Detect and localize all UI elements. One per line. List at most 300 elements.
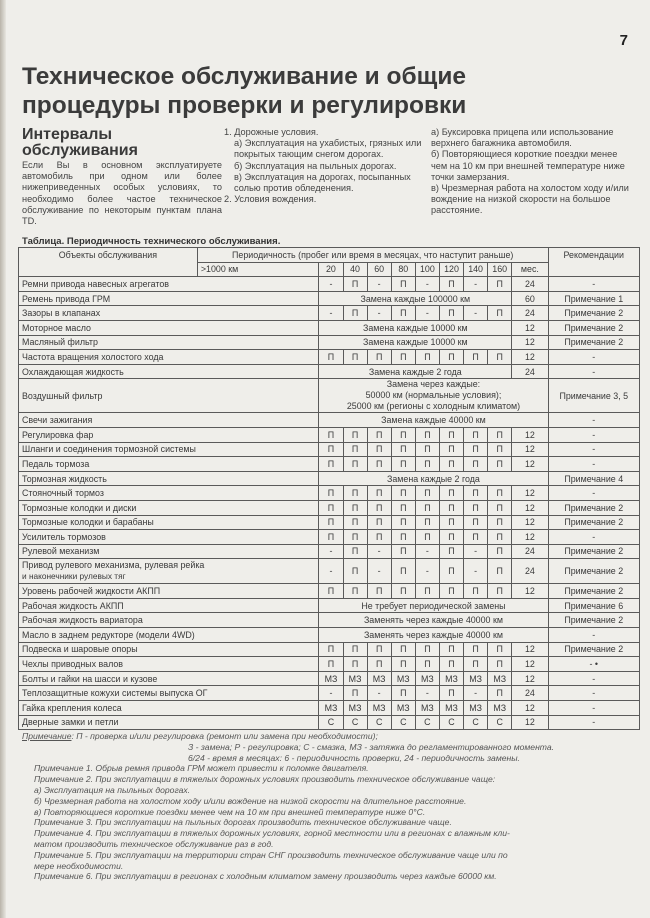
note-4-line-2: матом производить техническое обслуживание раз в год. <box>34 838 274 849</box>
section-heading-line-2: обслуживания <box>22 142 138 159</box>
interval-cell: - <box>464 306 488 321</box>
table-row <box>19 701 640 716</box>
table-row <box>19 657 640 672</box>
table-header-row <box>19 248 640 263</box>
interval-cell: П <box>367 486 391 501</box>
interval-span-cell <box>319 379 548 413</box>
interval-cell: П <box>464 442 488 457</box>
interval-cell: МЗ <box>464 701 488 716</box>
row-object-name: Чехлы приводных валов <box>19 657 319 672</box>
note-2a: а) Эксплуатация на пыльных дорогах. <box>34 784 191 795</box>
interval-cell: П <box>367 642 391 657</box>
table-row <box>19 320 640 335</box>
interval-cell: П <box>319 457 343 472</box>
legend-text-1: : П - проверка и/или регулировка (ремонт или замена при необходимости); <box>71 731 378 741</box>
interval-cell: П <box>391 559 415 584</box>
interval-cell: - <box>415 686 439 701</box>
interval-cell: П <box>343 457 367 472</box>
interval-cell: П <box>415 642 439 657</box>
interval-cell: П <box>439 584 463 599</box>
interval-cell: П <box>367 442 391 457</box>
interval-span-cell: Замена каждые 40000 км <box>319 413 548 428</box>
driving-conditions-column <box>431 127 631 217</box>
row-object-name: Ремень привода ГРМ <box>19 291 319 306</box>
recommendation-cell: - <box>548 442 639 457</box>
interval-cell: П <box>343 584 367 599</box>
interval-cell: МЗ <box>319 701 343 716</box>
table-row <box>19 486 640 501</box>
header-col-40: 40 <box>343 262 367 277</box>
months-cell: 12 <box>512 657 548 672</box>
interval-cell: П <box>319 657 343 672</box>
table-row <box>19 471 640 486</box>
interval-span-cell: Заменять через каждые 40000 км <box>319 613 548 628</box>
interval-cell: П <box>391 277 415 292</box>
condition-item-2: 2. Условия вождения. <box>224 194 317 205</box>
interval-cell: МЗ <box>439 701 463 716</box>
note-2c: в) Повторяющиеся короткие поездки менее чем на 10 км при внешней температуре ниже 0°С. <box>34 806 426 817</box>
interval-cell: - <box>464 544 488 559</box>
months-cell: 24 <box>512 686 548 701</box>
interval-cell: П <box>439 457 463 472</box>
interval-cell: П <box>319 442 343 457</box>
row-object-name-line-2: и наконечники рулевых тяг <box>22 571 126 582</box>
months-cell: 12 <box>512 642 548 657</box>
condition-item-1b: б) Эксплуатация на пыльных дорогах. <box>234 160 397 171</box>
interval-cell: П <box>391 350 415 365</box>
condition-item-2a: а) Буксировка прицепа или использование верхнего багажника автомобиля. <box>431 127 614 149</box>
interval-cell: П <box>464 350 488 365</box>
road-conditions-column <box>224 127 424 205</box>
interval-cell: П <box>488 277 512 292</box>
row-object-name: Усилитель тормозов <box>19 530 319 545</box>
interval-cell: П <box>415 427 439 442</box>
months-cell: 12 <box>512 530 548 545</box>
row-object-name: Воздушный фильтр <box>19 379 319 413</box>
row-object-name: Масло в заднем редукторе (модели 4WD) <box>19 628 319 643</box>
recommendation-cell: - <box>548 686 639 701</box>
row-object-name: Шланги и соединения тормозной системы <box>19 442 319 457</box>
months-cell: 12 <box>512 457 548 472</box>
interval-cell: МЗ <box>343 701 367 716</box>
interval-cell: П <box>343 657 367 672</box>
interval-cell: П <box>367 530 391 545</box>
note-1: Примечание 1. Обрыв ремня привода ГРМ может привести к поломке двигателя. <box>34 763 369 774</box>
row-object-name: Болты и гайки на шасси и кузове <box>19 671 319 686</box>
page-title <box>22 62 632 120</box>
interval-cell: - <box>415 306 439 321</box>
interval-cell: П <box>319 500 343 515</box>
row-object-name: Уровень рабочей жидкости АКПП <box>19 584 319 599</box>
interval-cell: МЗ <box>367 671 391 686</box>
recommendation-cell: Примечание 2 <box>548 306 639 321</box>
interval-cell: П <box>415 530 439 545</box>
table-row <box>19 457 640 472</box>
table-row <box>19 442 640 457</box>
months-cell: 12 <box>512 442 548 457</box>
interval-span-cell: Замена каждые 2 года <box>319 471 548 486</box>
interval-cell: П <box>319 486 343 501</box>
interval-cell: - <box>464 277 488 292</box>
interval-cell: П <box>343 427 367 442</box>
interval-cell: П <box>415 486 439 501</box>
months-cell: 12 <box>512 715 548 730</box>
table-row <box>19 335 640 350</box>
row-object-name: Тормозные колодки и диски <box>19 500 319 515</box>
recommendation-cell: Примечание 2 <box>548 500 639 515</box>
note-5-line-2: мере необходимости. <box>34 860 124 871</box>
interval-cell: С <box>391 715 415 730</box>
interval-cell: П <box>488 584 512 599</box>
recommendation-cell: Примечание 2 <box>548 335 639 350</box>
interval-cell: МЗ <box>439 671 463 686</box>
interval-cell: МЗ <box>343 671 367 686</box>
table-row <box>19 500 640 515</box>
interval-cell: П <box>319 427 343 442</box>
interval-cell: П <box>488 642 512 657</box>
interval-cell: - <box>464 686 488 701</box>
months-cell: 12 <box>512 500 548 515</box>
interval-cell: П <box>391 544 415 559</box>
months-cell: 12 <box>512 671 548 686</box>
interval-span-line: Замена через каждые: <box>386 379 481 390</box>
interval-cell: П <box>415 350 439 365</box>
interval-cell: П <box>391 686 415 701</box>
interval-cell: - <box>319 686 343 701</box>
row-object-name: Дверные замки и петли <box>19 715 319 730</box>
row-object-name: Рабочая жидкость АКПП <box>19 598 319 613</box>
months-cell: 12 <box>512 584 548 599</box>
months-cell: 24 <box>512 544 548 559</box>
section-heading-line-1: Интервалы <box>22 126 113 143</box>
interval-cell: П <box>367 500 391 515</box>
interval-cell: П <box>367 457 391 472</box>
table-row <box>19 584 640 599</box>
condition-item-2c: в) Чрезмерная работа на холостом ходу и/или вождение на низкой скорости на большое расстояние. <box>431 183 629 216</box>
interval-cell: П <box>391 457 415 472</box>
header-col-60: 60 <box>367 262 391 277</box>
interval-cell: П <box>391 642 415 657</box>
interval-cell: П <box>343 500 367 515</box>
row-object-name: Моторное масло <box>19 320 319 335</box>
header-col-140: 140 <box>464 262 488 277</box>
intro-text: Если Вы в основном эксплуатируете автомобиль при одном или более нижеприведенных особых условиях, то необходимо более частое техническое обслуживание по некоторым пунктам плана TD. <box>22 160 222 227</box>
interval-cell: П <box>464 500 488 515</box>
interval-span-cell: Не требует периодической замены <box>319 598 548 613</box>
interval-cell: П <box>391 427 415 442</box>
interval-cell: П <box>367 584 391 599</box>
condition-item-2b: б) Повторяющиеся короткие поездки менее чем на 10 км при внешней температуре ниже точки замерзания. <box>431 149 625 182</box>
interval-cell: П <box>391 306 415 321</box>
notes-block <box>22 731 637 882</box>
interval-cell: МЗ <box>415 701 439 716</box>
table-row <box>19 628 640 643</box>
interval-cell: П <box>464 486 488 501</box>
table-row <box>19 671 640 686</box>
interval-cell: П <box>464 530 488 545</box>
header-months: мес. <box>512 262 548 277</box>
interval-cell: С <box>367 715 391 730</box>
recommendation-cell: - <box>548 364 639 379</box>
row-object-name: Регулировка фар <box>19 427 319 442</box>
interval-cell: П <box>488 306 512 321</box>
months-cell: 12 <box>512 350 548 365</box>
table-row <box>19 613 640 628</box>
interval-cell: С <box>439 715 463 730</box>
header-col-120: 120 <box>439 262 463 277</box>
recommendation-cell: - <box>548 427 639 442</box>
interval-cell: МЗ <box>464 671 488 686</box>
interval-cell: П <box>343 486 367 501</box>
table-row <box>19 306 640 321</box>
interval-cell: П <box>488 427 512 442</box>
recommendation-cell: Примечание 1 <box>548 291 639 306</box>
interval-cell: П <box>439 530 463 545</box>
interval-cell: П <box>343 442 367 457</box>
interval-cell: - <box>319 559 343 584</box>
interval-cell: МЗ <box>488 701 512 716</box>
recommendation-cell: - <box>548 413 639 428</box>
interval-cell: П <box>488 686 512 701</box>
note-2: Примечание 2. При эксплуатации в тяжелых дорожных условиях производить техническое обслуживание чаще: <box>34 774 496 785</box>
months-cell: 12 <box>512 515 548 530</box>
header-col-20: 20 <box>319 262 343 277</box>
header-period: Периодичность (пробег или время в месяцах, что наступит раньше) <box>197 248 548 263</box>
recommendation-cell: Примечание 2 <box>548 613 639 628</box>
table-row <box>19 427 640 442</box>
interval-cell: П <box>319 642 343 657</box>
interval-cell: П <box>343 306 367 321</box>
interval-cell: П <box>464 584 488 599</box>
recommendation-cell: - <box>548 701 639 716</box>
interval-cell: П <box>439 559 463 584</box>
row-object-name: Гайка крепления колеса <box>19 701 319 716</box>
note-3: Примечание 3. При эксплуатации на пыльных дорогах производить техническое обслуживание чаще. <box>34 817 452 828</box>
interval-cell: П <box>343 559 367 584</box>
interval-cell: П <box>464 457 488 472</box>
interval-cell: П <box>319 515 343 530</box>
interval-cell: - <box>319 306 343 321</box>
table-row <box>19 515 640 530</box>
interval-cell: П <box>488 442 512 457</box>
recommendation-cell: Примечание 4 <box>548 471 639 486</box>
months-cell: 12 <box>512 320 548 335</box>
interval-cell: П <box>488 657 512 672</box>
interval-cell: МЗ <box>391 671 415 686</box>
recommendation-cell: Примечание 2 <box>548 642 639 657</box>
interval-cell: П <box>439 427 463 442</box>
months-cell: 24 <box>512 277 548 292</box>
recommendation-cell: Примечание 3, 5 <box>548 379 639 413</box>
interval-cell: П <box>343 515 367 530</box>
row-object-name: Свечи зажигания <box>19 413 319 428</box>
interval-cell: П <box>367 350 391 365</box>
interval-span-line: 25000 км (регионы с холодным климатом) <box>346 401 521 412</box>
condition-item-1a: а) Эксплуатация на ухабистых, грязных или покрытых тающим снегом дорогах. <box>234 138 422 160</box>
condition-item-1: 1. Дорожные условия. <box>224 127 319 137</box>
months-cell: 24 <box>512 559 548 584</box>
interval-cell: П <box>439 306 463 321</box>
table-row <box>19 544 640 559</box>
interval-cell: П <box>343 530 367 545</box>
interval-cell: - <box>415 559 439 584</box>
note-2b: б) Чрезмерная работа на холостом ходу и/или вождение на низкой скорости на длительное расстояние. <box>34 795 467 806</box>
interval-cell: - <box>319 544 343 559</box>
table-row <box>19 379 640 413</box>
recommendation-cell: Примечание 2 <box>548 544 639 559</box>
legend-line-3: 6/24 - время в месяцах: 6 - периодичность проверки, 24 - периодичность замены. <box>188 752 520 763</box>
interval-cell: П <box>439 442 463 457</box>
interval-cell: П <box>319 350 343 365</box>
table-row <box>19 413 640 428</box>
interval-cell: П <box>488 544 512 559</box>
interval-cell: П <box>488 515 512 530</box>
interval-cell: П <box>488 559 512 584</box>
row-object-name: Теплозащитные кожухи системы выпуска ОГ <box>19 686 319 701</box>
interval-cell: П <box>439 657 463 672</box>
row-object-name: Тормозные колодки и барабаны <box>19 515 319 530</box>
recommendation-cell: - <box>548 350 639 365</box>
legend-line-1 <box>22 731 637 742</box>
interval-cell: П <box>464 427 488 442</box>
header-col-160: 160 <box>488 262 512 277</box>
row-object-name: Частота вращения холостого хода <box>19 350 319 365</box>
recommendation-cell: - <box>548 628 639 643</box>
interval-cell: П <box>391 515 415 530</box>
interval-span-cell: Замена каждые 10000 км <box>319 320 512 335</box>
row-object-name: Охлаждающая жидкость <box>19 364 319 379</box>
interval-cell: П <box>415 500 439 515</box>
recommendation-cell: Примечание 2 <box>548 559 639 584</box>
interval-cell: С <box>343 715 367 730</box>
interval-cell: П <box>391 500 415 515</box>
interval-cell: П <box>415 584 439 599</box>
recommendation-cell: - <box>548 457 639 472</box>
table-row <box>19 598 640 613</box>
header-col-80: 80 <box>391 262 415 277</box>
recommendation-cell: Примечание 2 <box>548 584 639 599</box>
table-caption: Таблица. Периодичность технического обслуживания. <box>22 236 281 247</box>
legend-line-2: З - замена; Р - регулировка; С - смазка, МЗ - затяжка до регламентированного момента. <box>188 741 555 752</box>
interval-cell: - <box>367 277 391 292</box>
interval-cell: П <box>439 350 463 365</box>
interval-cell: П <box>391 657 415 672</box>
interval-span-cell: Заменять через каждые 40000 км <box>319 628 548 643</box>
recommendation-cell: Примечание 2 <box>548 515 639 530</box>
row-object-name: Ремни привода навесных агрегатов <box>19 277 319 292</box>
recommendation-cell: Примечание 2 <box>548 320 639 335</box>
interval-cell: - <box>367 544 391 559</box>
interval-cell: П <box>464 642 488 657</box>
interval-cell: МЗ <box>367 701 391 716</box>
interval-cell: П <box>367 515 391 530</box>
note-4-line-1: Примечание 4. При эксплуатации в тяжелых дорожных условиях, горной местности или в регионах с влажным кли- <box>34 828 510 839</box>
interval-cell: МЗ <box>415 671 439 686</box>
row-object-name: Тормозная жидкость <box>19 471 319 486</box>
interval-cell: П <box>391 442 415 457</box>
interval-cell: П <box>391 486 415 501</box>
interval-cell: - <box>415 544 439 559</box>
interval-cell: П <box>439 486 463 501</box>
table-row <box>19 530 640 545</box>
interval-cell: П <box>415 442 439 457</box>
recommendation-cell: - <box>548 671 639 686</box>
table-row <box>19 350 640 365</box>
header-recommendations: Рекомендации <box>548 248 639 277</box>
interval-span-cell: Замена каждые 2 года <box>319 364 512 379</box>
interval-cell: П <box>343 642 367 657</box>
interval-cell: П <box>343 544 367 559</box>
interval-cell: МЗ <box>391 701 415 716</box>
condition-item-1c: в) Эксплуатация на дорогах, посыпанных солью против обледенения. <box>234 171 411 194</box>
interval-cell: П <box>439 642 463 657</box>
row-object-name: Рабочая жидкость вариатора <box>19 613 319 628</box>
months-cell: 12 <box>512 335 548 350</box>
months-cell: 12 <box>512 486 548 501</box>
interval-cell: - <box>367 306 391 321</box>
interval-cell: П <box>343 350 367 365</box>
recommendation-cell: - <box>548 486 639 501</box>
header-objects: Объекты обслуживания <box>19 248 198 277</box>
interval-cell: МЗ <box>319 671 343 686</box>
table-row <box>19 277 640 292</box>
page-number: 7 <box>619 32 628 49</box>
table-row <box>19 559 640 584</box>
note-5-line-1: Примечание 5. При эксплуатации на территории стран СНГ производить техническое обслуживание чаще или по <box>34 849 508 860</box>
row-object-name-line-1: Привод рулевого механизма, рулевая рейка <box>22 560 205 571</box>
interval-cell: П <box>415 457 439 472</box>
interval-cell: С <box>464 715 488 730</box>
interval-cell: П <box>391 584 415 599</box>
interval-cell: - <box>367 686 391 701</box>
interval-cell: П <box>464 657 488 672</box>
table-row <box>19 642 640 657</box>
interval-cell: П <box>488 530 512 545</box>
interval-cell: П <box>439 515 463 530</box>
row-object-name <box>19 559 319 584</box>
interval-cell: - <box>415 277 439 292</box>
interval-cell: П <box>439 544 463 559</box>
interval-cell: П <box>488 457 512 472</box>
interval-cell: П <box>415 657 439 672</box>
interval-span-line: 50000 км (нормальные условия); <box>365 390 502 401</box>
interval-cell: П <box>439 277 463 292</box>
page-title-line-2: процедуры проверки и регулировки <box>22 92 467 119</box>
row-object-name: Масляный фильтр <box>19 335 319 350</box>
legend-label: Примечание <box>22 731 72 741</box>
row-object-name: Подвеска и шаровые опоры <box>19 642 319 657</box>
interval-cell: МЗ <box>488 671 512 686</box>
header-col-100: 100 <box>415 262 439 277</box>
interval-cell: - <box>367 559 391 584</box>
intro-column <box>22 127 222 227</box>
table-row <box>19 291 640 306</box>
interval-cell: П <box>488 350 512 365</box>
interval-cell: С <box>488 715 512 730</box>
recommendation-cell: - <box>548 277 639 292</box>
page-title-line-1: Техническое обслуживание и общие <box>22 63 467 90</box>
months-cell: 60 <box>512 291 548 306</box>
interval-cell: П <box>367 657 391 672</box>
recommendation-cell: - <box>548 530 639 545</box>
interval-cell: П <box>415 515 439 530</box>
interval-cell: П <box>343 686 367 701</box>
interval-cell: П <box>319 530 343 545</box>
interval-span-cell: Замена каждые 100000 км <box>319 291 512 306</box>
interval-cell: - <box>319 277 343 292</box>
interval-cell: П <box>464 515 488 530</box>
interval-cell: П <box>391 530 415 545</box>
